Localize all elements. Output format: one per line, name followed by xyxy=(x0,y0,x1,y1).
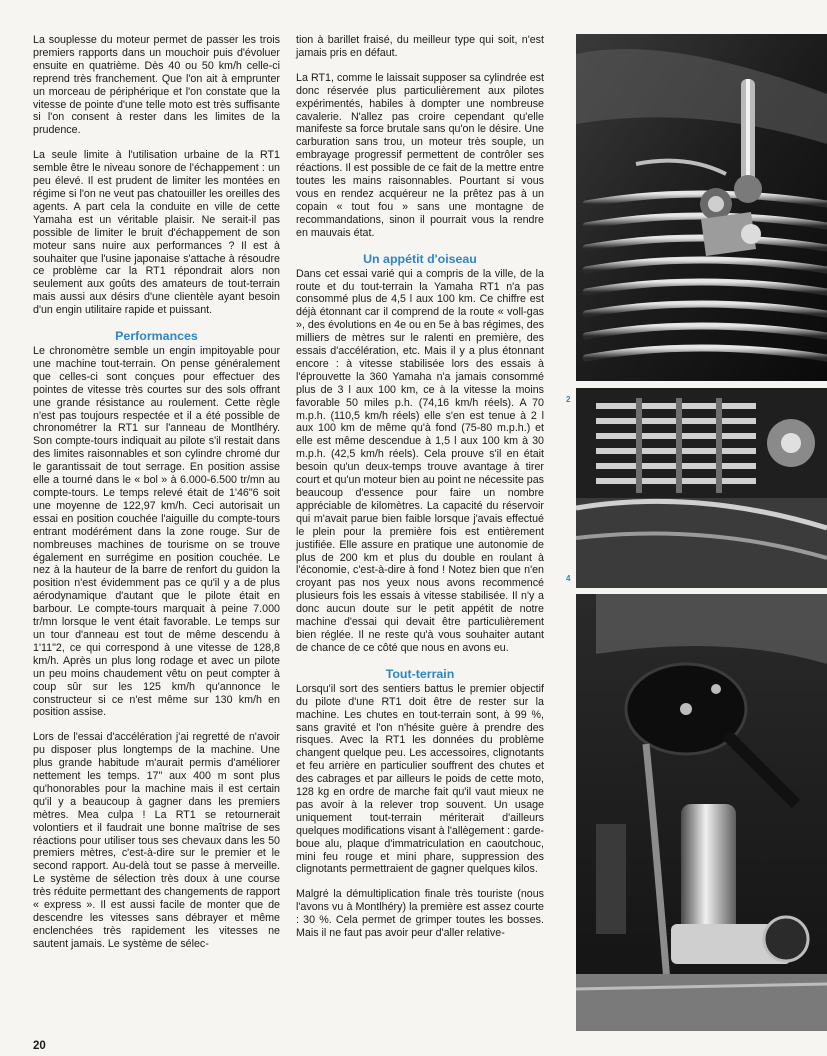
text-column-1 xyxy=(33,34,280,951)
paragraph: Lors de l'essai d'accélération j'ai regretté de n'avoir pu disposer plus longtemps de la machine. Une plus grande habitude m'aurait permis d'améliorer nettement les temps. 17" aux 400 m sont plus qu'honorables pour la machine mais il est certain qu'il y a beaucoup à gagner dans les premiers mètres. Mea culpa ! La RT1 se retournerait volontiers et il faudrait une bonne maîtrise de ses réactions pour utiliser tous ses chevaux dans les 50 premiers mètres, c'est-à-dire sur le premier et le second rapport. Au-delà tout se passe à merveille. Le système de sélection très doux à une course très réduite permettant des changements de rapport « express ». Il est aussi facile de monter que de descendre les vitesses sans débrayer et même enclenchées très rapidement les vitesses ne sautent jamais. Le système de sélec- xyxy=(33,731,280,950)
paragraph: tion à barillet fraisé, du meilleur type qui soit, n'est jamais pris en défaut. xyxy=(296,34,544,59)
engine-side-photo xyxy=(576,388,827,588)
paragraph: Le chronomètre semble un engin impitoyable pour une machine tout-terrain. On pense généralement que celles-ci sont conçues pour effectuer des pointes de vitesse très courtes sur des sols offrant une grande résistance au roulement. Cette règle n'est pas toujours respectée et il a été possible de chronométrer la RT1 sur l'anneau de Montlhéry. Son compte-tours indiquait au pilote s'il restait dans des limites raisonnables et son cylindre chromé dur le garantissait de tout serrage. En position assise elle a tourné dans le « bol » à 6.000-6.500 tr/mn au compte-tours. Le temps relevé était de 1'46"6 soit une moyenne de 122,97 km/h. Ceci autorisait un essai en position couchée l'aiguille du compte-tours entrant modérément dans la zone rouge. Sur de nombreuses machines de tourisme on se trouve également en surrégime en position couchée. Le nez à la hauteur de la barre de renfort du guidon la position n'est évidemment pas ce qu'il y a de plus aérodynamique d'autant que le pilote était en barbour. Le compte-tours marquait à peine 7.000 tr/mn lorsque le vent était favorable. Le temps sur un tour d'anneau est tout de même descendu à 1'11"2, ce qui correspond à une vitesse de 128,8 km/h. Après un plus long rodage et avec un pilote un peu moins chaudement vêtu on peut compter à coup sûr sur les 125 km/h qu'annonce le constructeur si ce n'est même sur 130 km/h en position assise. xyxy=(33,345,280,719)
figure-number: 2 xyxy=(566,395,571,404)
paragraph: Lorsqu'il sort des sentiers battus le premier objectif du pilote d'une RT1 doit être de rester sur la machine. Les chutes en tout-terrain sont, à 99 %, sans gravité et l'on n'hésite guère à prendre des risques. Avec la RT1 les données du problème changent quelque peu. Les accessoires, clignotants et feu arrière en particulier souffrent des chutes et des cabrages et par ailleurs le poids de cette moto, 128 kg en ordre de marche fait qu'il vaut mieux ne pas avoir à la relever trop souvent. Un usage uniquement tout-terrain mériterait d'ailleurs quelques modifications visant à l'allègement : garde-boue alu, plaque d'immatriculation en caoutchouc, mini feu rouge et mini phare, suppression des clignotants permettraient de gagner quelques kilos. xyxy=(296,682,544,876)
engine-cylinder-photo xyxy=(576,34,827,381)
page-number: 20 xyxy=(33,1040,46,1052)
section-heading-appetit: Un appétit d'oiseau xyxy=(363,251,477,266)
section-heading-tout-terrain: Tout-terrain xyxy=(385,666,455,681)
paragraph: Malgré la démultiplication finale très touriste (nous l'avons vu à Montlhéry) la première est assez courte : 30 %. Cela permet de grimper toutes les bosses. Mais il ne faut pas avoir peur d'aller relative- xyxy=(296,888,544,940)
section-heading-performances: Performances xyxy=(115,329,198,344)
paragraph: Dans cet essai varié qui a compris de la ville, de la route et du tout-terrain la Yamaha RT1 n'a pas consommé plus de 4,5 l aux 100 km. Ce chiffre est déjà étonnant car il comprend de la route « voll-gas », des évolutions en 4e ou en 5e à bas régimes, des milliers de mètres sur le ralenti en première, des essais d'accélération, etc. Mais il y a plus étonnant encore : à vitesse stabilisée lors des essais à l'éprouvette la 360 Yamaha n'a jamais consommé plus de 3 l aux 100 km, ce à la vitesse la moins favorable 50 miles p.h. (74,16 km/h réels). A 70 m.p.h. (110,5 km/h réels) elle s'en est tenue à 2 l aux 100 km de même qu'à fond (75-80 m.p.h.) et elle est même descendue à 1,5 l aux 100 km à 30 m.p.h. (42,5 km/h réels). Cela prouve s'il en était besoin qu'un deux-temps trouve avantage à tirer court et qu'un moteur bien au point ne nécessite pas beaucoup d'essence pour faire un nombre appréciable de kilomètres. La capacité du réservoir qui m'avait parue bien faible lorsque j'avais effectué le plein pour la première fois est entièrement justifiée. Elle assure en pratique une autonomie de plus de 200 km et plus du double en roulant à l'économie, c'est-à-dire à fond ! Notez bien que n'en croyant pas nos yeux nous avons recommencé plusieurs fois les essais à vitesse stabilisée. Il n'y a donc aucun doute sur le petit appétit de notre machine d'essai qui devait être particulièrement bien réglée. Il ne reste qu'à vous souhaiter autant de chance de ce côté que nous en avons eu. xyxy=(296,267,545,654)
text-column-2 xyxy=(296,34,544,940)
paragraph: La RT1, comme le laissait supposer sa cylindrée est donc réservée plus particulièrement aux pilotes expérimentés, habiles à dompter une nombreuse cavalerie. N'allez pas croire cependant qu'elle manifeste sa force brutale sans qu'on le désire. Une carburation sans trou, un moteur très souple, un embrayage progressif permettent de contrôler ses réactions. Il est possible de ce fait de la mettre entre toutes les mains raisonnables. Pourtant si vous vous en rendez acquéreur ne la prêtez pas à un copain « tout fou » sans une montagne de recommandations, sinon il pourrait vous la rendre en mauvais état. xyxy=(296,71,544,239)
carburettor-photo xyxy=(576,594,827,1031)
figure-number: 4 xyxy=(566,574,571,583)
paragraph: La seule limite à l'utilisation urbaine de la RT1 semble être le niveau sonore de l'échappement : un peu élevé. Il est prudent de limiter les montées en régime si l'on ne veut pas chatouiller les oreilles des agents. A part cela la conduite en ville de cette Yamaha est un véritable plaisir. Ne serait-il pas possible de limiter le bruit d'échappement de son moteur sans nuire aux performances ? Il est à souhaiter que l'usine japonaise s'attache à résoudre ce problème car la RT1 répondrait alors non seulement aux goûts des amateurs de tout-terrain mais aussi aux désirs d'une clientèle ayant besoin d'un engin utilitaire rapide et puissant. xyxy=(33,149,280,317)
photo-column xyxy=(576,34,827,1031)
paragraph: La souplesse du moteur permet de passer les trois premiers rapports dans un mouchoir puis d'évoluer ensuite en quatrième. Dès 40 ou 50 km/h celle-ci reprend très franchement. Que l'on ait à emprunter un morceau de périphérique et l'on constate que la vitesse de pointe d'une telle moto est très suffisante si l'on consent à rester dans les limites de la prudence. xyxy=(33,34,280,137)
